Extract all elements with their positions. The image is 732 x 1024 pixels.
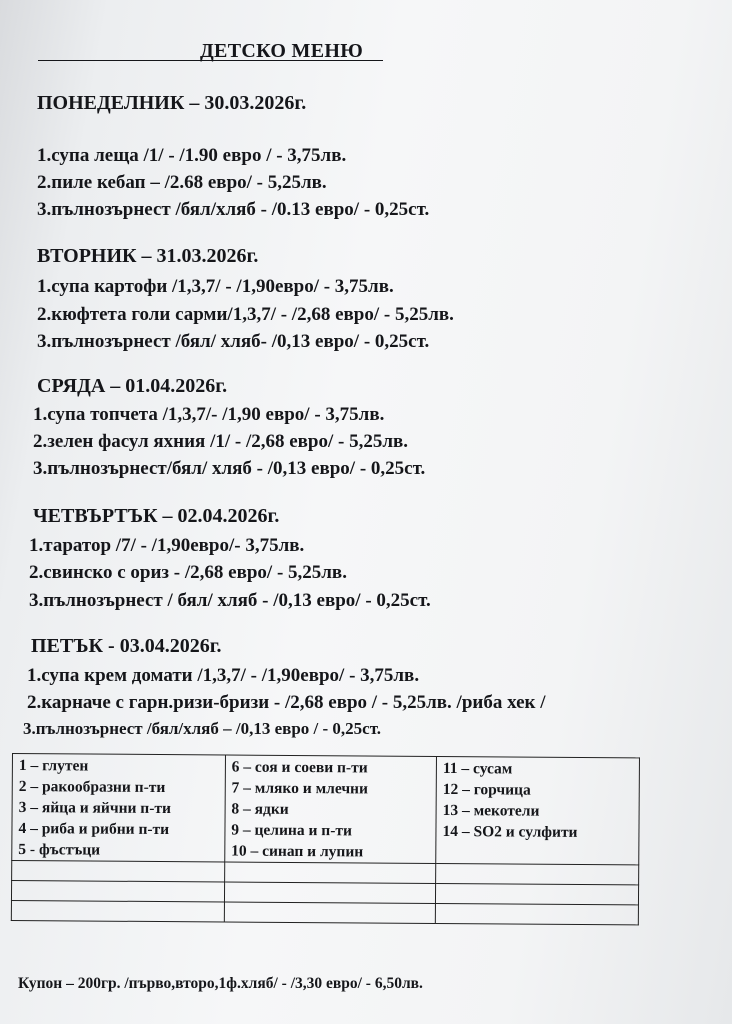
menu-item: 3.пълнозърнест /бял/хляб – /0,13 евро / - 0,25ст.	[23, 719, 382, 738]
allergen-entry: 5 - фъстъци	[18, 841, 101, 859]
menu-item: 1.супа леща /1/ - /1.90 евро / - 3,75лв.	[37, 145, 347, 166]
allergen-entry: 14 – SO2 и сулфити	[442, 823, 578, 841]
allergen-entry: 1 – глутен	[18, 757, 89, 775]
allergen-entry: 7 – мляко и млечни	[231, 779, 369, 798]
empty-cell	[12, 861, 225, 882]
allergen-entry: 2 – ракообразни п-ти	[18, 778, 166, 797]
coupon-line: Купон – 200гр. /първо,второ,1ф.хляб/ - /3,30 евро/ - 6,50лв.	[18, 975, 423, 992]
day-heading-friday: ПЕТЪК - 03.04.2026г.	[31, 635, 222, 657]
menu-item: 3.пълнозърнест / бял/ хляб - /0,13 евро/ - 0,25ст.	[29, 590, 431, 611]
allergen-entry: 3 – яйца и яйчни п-ти	[18, 799, 172, 818]
empty-cell	[224, 882, 435, 903]
menu-item: 3.пълнозърнест/бял/ хляб - /0,13 евро/ - 0,25ст.	[33, 458, 426, 479]
day-heading-thursday: ЧЕТВЪРТЪК – 02.04.2026г.	[33, 505, 280, 527]
menu-item: 2.пиле кебап – /2.68 евро/ - 5,25лв.	[37, 172, 327, 193]
empty-cell	[435, 903, 638, 924]
empty-cell	[435, 883, 638, 904]
day-heading-wednesday: СРЯДА – 01.04.2026г.	[37, 375, 228, 397]
allergen-entry: 13 – мекотели	[442, 802, 540, 820]
empty-cell	[11, 881, 224, 902]
day-heading-tuesday: ВТОРНИК – 31.03.2026г.	[37, 245, 259, 267]
empty-cell	[224, 862, 435, 883]
menu-item: 3.пълнозърнест /бял/хляб - /0.13 евро/ - 0,25ст.	[37, 199, 430, 220]
empty-cell	[224, 902, 435, 923]
allergen-entry: 11 – сусам	[442, 760, 513, 778]
allergen-entry: 10 – синап и лупин	[231, 842, 364, 861]
allergen-entry: 12 – горчица	[442, 781, 531, 799]
allergen-entry: 4 – риба и рибни п-ти	[18, 820, 170, 839]
allergen-cell	[12, 754, 226, 862]
allergen-cell	[225, 755, 437, 863]
menu-item: 3.пълнозърнест /бял/ хляб- /0,13 евро/ - 0,25ст.	[37, 331, 430, 352]
day-heading-monday: ПОНЕДЕЛНИК – 30.03.2026г.	[37, 92, 307, 114]
empty-cell	[11, 900, 224, 921]
allergen-entry: 8 – ядки	[231, 800, 289, 818]
allergen-entry: 6 – соя и соеви п-ти	[231, 758, 368, 777]
menu-item: 1.таратор /7/ - /1,90евро/- 3,75лв.	[29, 535, 305, 556]
allergen-table	[11, 753, 640, 925]
allergen-entry: 9 – целина и п-ти	[231, 821, 353, 840]
table-row	[12, 754, 640, 865]
menu-item: 1.супа крем домати /1,3,7/ - /1,90евро/ - 3,75лв.	[27, 665, 420, 686]
allergen-cell	[436, 756, 640, 864]
menu-item: 2.свинско с ориз - /2,68 евро/ - 5,25лв.	[29, 562, 347, 583]
menu-item: 2.кюфтета голи сарми/1,3,7/ - /2,68 евро/ - 5,25лв.	[37, 304, 454, 325]
menu-item: 2.зелен фасул яхния /1/ - /2,68 евро/ - 5,25лв.	[33, 431, 409, 452]
menu-item: 1.супа картофи /1,3,7/ - /1,90евро/ - 3,75лв.	[37, 276, 394, 297]
menu-item: 2.карначе с гарн.ризи-бризи - /2,68 евро / - 5,25лв. /риба хек /	[27, 692, 546, 713]
menu-item: 1.супа топчета /1,3,7/- /1,90 евро/ - 3,75лв.	[33, 404, 385, 425]
empty-cell	[436, 863, 639, 884]
table-row	[11, 900, 638, 924]
page-title: ДЕТСКО МЕНЮ	[200, 40, 364, 62]
